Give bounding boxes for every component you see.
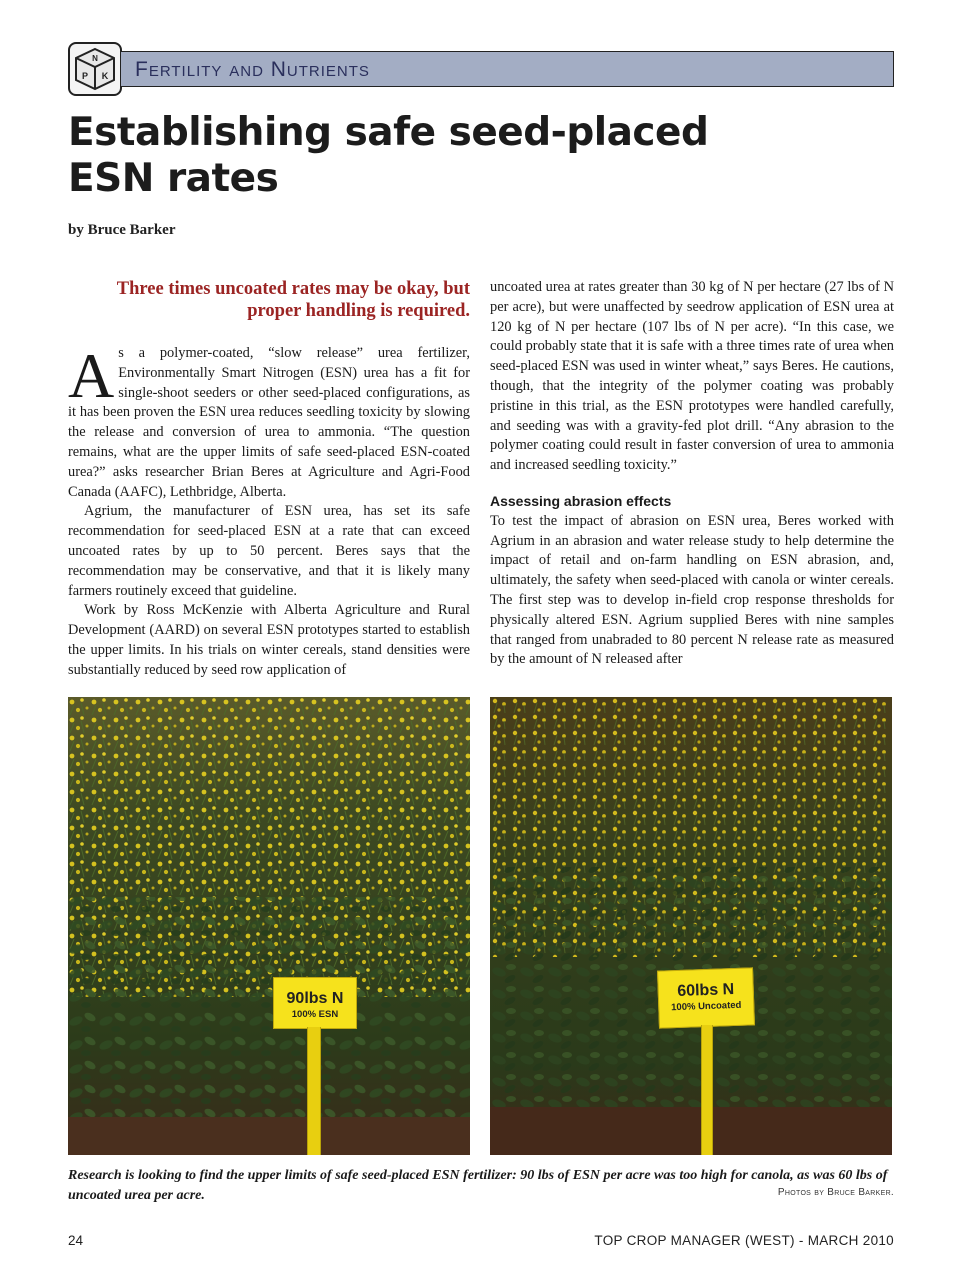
canola-photo-esn [68, 697, 470, 1155]
page-number: 24 [68, 1233, 84, 1248]
sign-type-label: 100% Uncoated [671, 999, 742, 1014]
sign-rate-label: 60lbs N [676, 981, 735, 1000]
section-header [68, 42, 894, 96]
sign-stake [701, 1025, 713, 1155]
logo-letter-p: P [81, 71, 89, 81]
section-header-bar [120, 51, 894, 87]
article-column-left [68, 278, 470, 681]
npk-logo [68, 42, 122, 96]
subheading: Assessing abrasion effects [490, 492, 672, 509]
photo-credit: Photos by Bruce Barker. [777, 1187, 894, 1198]
article-column-right [490, 278, 894, 670]
photo-caption: Research is looking to find the upper limits of safe seed-placed ESN fertilizer: 90 lbs of ESN per acre was too high for canola, as was 60 lbs of uncoated urea per acre. [68, 1168, 888, 1203]
sign-stake [307, 1027, 321, 1155]
trial-sign-uncoated [657, 967, 755, 1028]
canola-photo-uncoated [490, 697, 892, 1155]
npk-cube-icon [72, 46, 118, 92]
paragraph-3-continued: uncoated urea at rates greater than 30 kg of N per hectare (27 lbs of N per acre), but were unaffected by seedrow application of ESN urea at 120 kg of N per hectare (107 lbs of N per acre). “In this case, we could probably state that it is safe with a three times rate of urea when seed-placed ESN was used in winter wheat,” says Beres. He cautions, though, that the integrity of the polymer coating was probably pristine in this trial, as the ESN prototypes were handled carefully, and seeding was with a gravity-fed plot drill. “Any abrasion to the polymer coating could result in faster conversion of urea to ammonia and increased seedling toxicity.” [490, 279, 894, 474]
publication-footer: TOP CROP MANAGER (WEST) - MARCH 2010 [594, 1233, 894, 1248]
paragraph-2: Agrium, the manufacturer of ESN urea, has set its safe recommendation for seed-placed ESN at a rate that can exceed uncoated rates by up to 50 percent. Beres says that the recommendation may be conservative, and that it is likely many farmers routinely exceed that guideline. [68, 503, 470, 599]
paragraph-3: Work by Ross McKenzie with Alberta Agriculture and Rural Development (AARD) on several ESN prototypes started to establish the upper limits. In his trials on winter cereals, stand densities were substantially reduced by seed row application of [68, 602, 470, 678]
sign-type-label: 100% ESN [291, 1009, 339, 1020]
article-byline: by Bruce Barker [68, 222, 176, 238]
canola-field-image [490, 697, 892, 1155]
logo-letter-k: K [101, 71, 109, 81]
article-title: Establishing safe seed-placed ESN rates [68, 110, 709, 201]
paragraph-4: To test the impact of abrasion on ESN urea, Beres worked with Agrium in an abrasion and water release study to help determine the impact of retail and on-farm handling on ESN abrasion, and, ultimately, the safety when seed-placed with canola or winter cereals. The first step was to develop in-field crop response thresholds for physically altered ESN. Agrium supplied Beres with nine samples that ranged from unabraded to 80 percent N release rate as measured by the amount of N released after [490, 512, 894, 668]
trial-sign-esn [273, 977, 357, 1029]
paragraph-1 [68, 340, 470, 502]
article-deck: Three times uncoated rates may be okay, but proper handling is required. [116, 279, 470, 321]
dropcap: A [68, 340, 115, 411]
canola-field-image [68, 697, 470, 1155]
sign-rate-label: 90lbs N [286, 990, 344, 1007]
paragraph-1-text: s a polymer-coated, “slow release” urea fertilizer, Environmentally Smart Nitrogen (ESN) urea has a fit for single-shoot seeders or other seed-placed configurations, as it has been proven the ESN urea reduces seedling toxicity by slowing the release and conversion of urea to ammonia. “The question remains, what are the upper limits of safe seed-placed ESN-coated urea?” asks researcher Brian Beres at Agriculture and Agri-Food Canada (AAFC), Lethbridge, Alberta. [68, 345, 470, 500]
logo-letter-n: N [92, 54, 98, 63]
section-label: Fertility and Nutrients [135, 58, 370, 81]
